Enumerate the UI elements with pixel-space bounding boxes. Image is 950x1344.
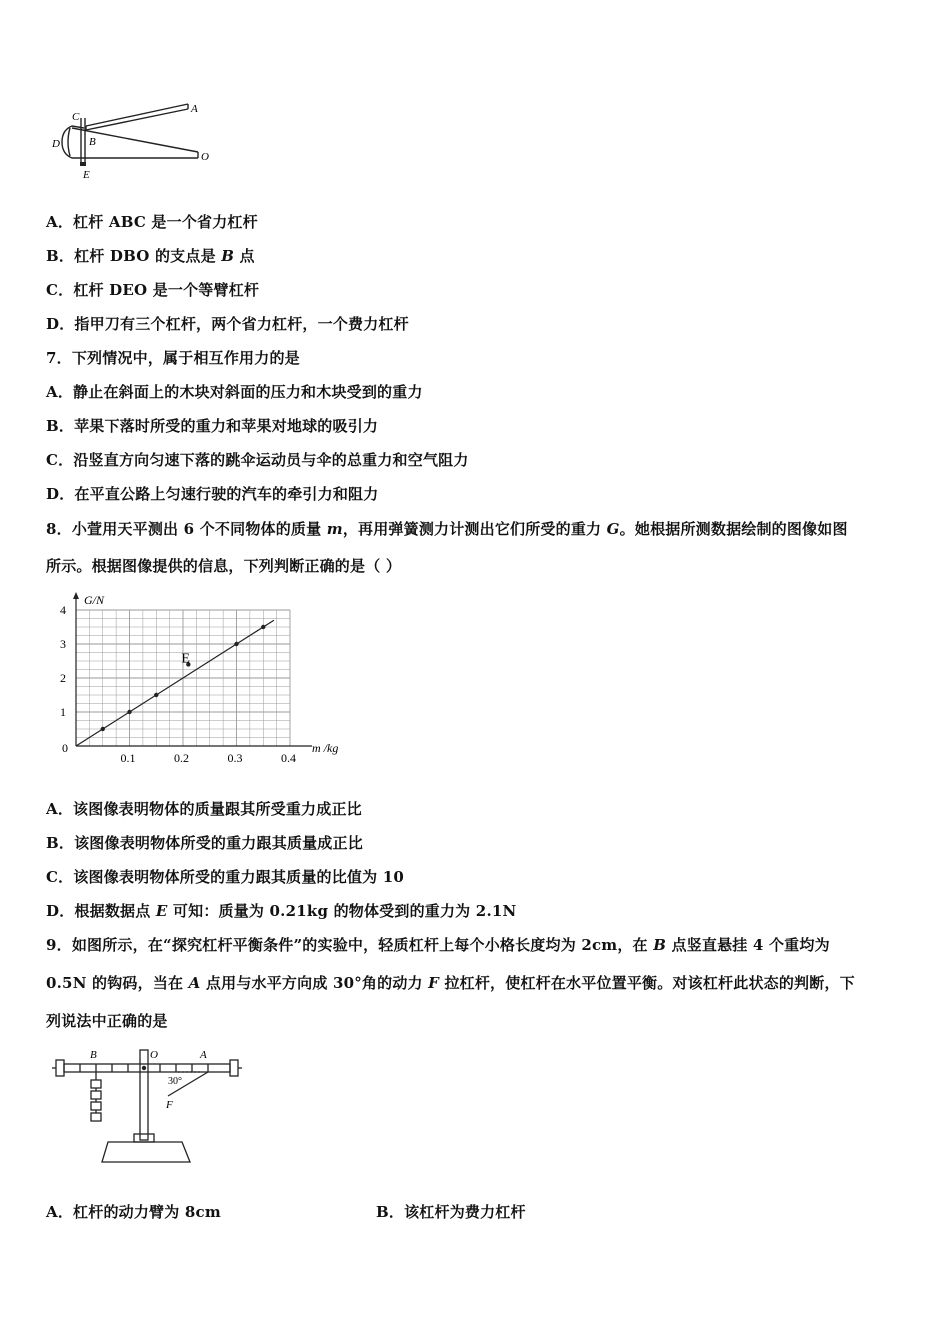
chart-series (76, 620, 274, 746)
q7-option-c (46, 449, 469, 470)
lever-figure (50, 1044, 246, 1166)
g-m-chart-svg (50, 588, 370, 766)
data-point (261, 625, 265, 629)
stem-text: ，再用弹簧测力计测出它们所受的重力 (342, 520, 607, 538)
stem-text: 点用与水平方向成 30°角的动力 (200, 974, 429, 992)
lever-label-o: O (150, 1049, 158, 1061)
option-letter: B． (46, 417, 75, 435)
q9-stem-line3: 列说法中正确的是 (46, 1012, 168, 1030)
y-tick-label: 2 (60, 671, 66, 685)
option-text: 该图像表明物体所受的重力跟其质量的比值为 10 (73, 868, 405, 886)
nail-clipper-figure (48, 98, 218, 184)
q7-option-d (46, 483, 378, 504)
x-tick-label: 0.1 (120, 751, 136, 765)
y-axis-arrow (73, 592, 79, 599)
fit-line (76, 620, 274, 746)
option-letter: D． (46, 902, 75, 920)
stem-var-g: G (606, 520, 620, 538)
option-letter: D． (46, 315, 75, 333)
q6-option-c (46, 279, 259, 300)
option-text: 在平直公路上匀速行驶的汽车的牵引力和阻力 (74, 485, 379, 503)
q9-option-a (46, 1201, 221, 1222)
option-text-post: 可知：质量为 0.21kg 的物体受到的重力为 2.1N (167, 902, 517, 920)
data-point (127, 710, 131, 714)
option-letter: C． (46, 281, 74, 299)
label-o: O (201, 151, 209, 163)
lever-label-a: A (200, 1049, 207, 1061)
q6-option-b (46, 245, 255, 266)
label-d: D (52, 138, 60, 150)
option-text: 杠杆 ABC 是一个省力杠杆 (73, 213, 258, 231)
stem-text: 0.5N 的钩码，当在 (46, 974, 189, 992)
stem-text: 9．如图所示，在“探究杠杆平衡条件”的实验中，轻质杠杆上每个小格长度均为 2cm，在 (46, 936, 654, 954)
lever-label-angle: 30° (168, 1076, 182, 1087)
option-text: 苹果下落时所受的重力和苹果对地球的吸引力 (74, 417, 379, 435)
q6-option-d (46, 313, 409, 334)
label-a: A (191, 103, 198, 115)
data-point (234, 642, 238, 646)
option-text-post: 点 (234, 247, 255, 265)
option-text: 该杠杆为费力杠杆 (404, 1203, 526, 1221)
q9-stem-line2 (46, 972, 855, 993)
q6-option-a (46, 211, 258, 232)
option-text: 静止在斜面上的木块对斜面的压力和木块受到的重力 (73, 383, 423, 401)
option-letter: A． (46, 383, 74, 401)
nail-clipper-diagram (48, 98, 218, 184)
data-point (154, 693, 158, 697)
option-text: 杠杆 DBO 的支点是 (74, 247, 222, 265)
lever-label-b: B (90, 1049, 97, 1061)
option-letter: C． (46, 868, 74, 886)
option-text: 沿竖直方向匀速下落的跳伞运动员与伞的总重力和空气阻力 (73, 451, 469, 469)
label-c: C (72, 111, 80, 123)
option-letter: A． (46, 1203, 74, 1221)
x-tick-label: 0.3 (227, 751, 243, 765)
option-var: B (221, 247, 235, 265)
option-letter: C． (46, 451, 74, 469)
stem-var-f: F (428, 974, 440, 992)
option-letter: D． (46, 485, 75, 503)
stem-var-a: A (188, 974, 201, 992)
data-point (101, 727, 105, 731)
q8-option-b (46, 832, 363, 853)
option-text: 指甲刀有三个杠杆，两个省力杠杆，一个费力杠杆 (74, 315, 409, 333)
q7-stem: 7．下列情况中，属于相互作用力的是 (46, 349, 300, 367)
q8-option-c (46, 866, 404, 887)
point-e-label: E (181, 651, 190, 667)
option-letter: A． (46, 213, 74, 231)
q9-stem-line1 (46, 934, 830, 955)
option-letter: B． (46, 247, 75, 265)
q7-option-b (46, 415, 378, 436)
q8-option-d (46, 900, 516, 921)
option-letter: B． (376, 1203, 405, 1221)
x-tick-label: 0.2 (174, 751, 189, 765)
g-m-chart (50, 588, 370, 766)
x-axis-label: m /kg (312, 741, 339, 755)
option-text: 杠杆 DEO 是一个等臂杠杆 (73, 281, 260, 299)
q8-option-a (46, 798, 362, 819)
option-letter: A． (46, 800, 74, 818)
q9-option-b (376, 1201, 526, 1222)
chart-ticks (60, 603, 296, 765)
option-text: 该图像表明物体所受的重力跟其质量成正比 (74, 834, 363, 852)
stem-text: 8．小萱用天平测出 6 个不同物体的质量 (46, 520, 327, 538)
stem-text: 点竖直悬挂 4 个重均为 (666, 936, 830, 954)
stem-var-m: m (326, 520, 343, 538)
stem-text: 。她根据所测数据绘制的图像如图 (619, 520, 848, 538)
y-tick-label: 1 (60, 705, 66, 719)
y-tick-label: 3 (60, 637, 66, 651)
option-text: 杠杆的动力臂为 8cm (73, 1203, 221, 1221)
lever-label-f: F (166, 1099, 173, 1111)
option-letter: B． (46, 834, 75, 852)
label-b: B (89, 136, 96, 148)
lever-diagram (50, 1044, 246, 1166)
y-axis-label: G/N (84, 593, 105, 607)
q7-option-a (46, 381, 423, 402)
stem-var-b: B (653, 936, 667, 954)
option-text: 根据数据点 (74, 902, 156, 920)
y-tick-label: 4 (60, 603, 66, 617)
chart-axes (73, 592, 312, 746)
option-var: E (155, 902, 168, 920)
stem-text: 拉杠杆，使杠杆在水平位置平衡。对该杠杆此状态的判断，下 (439, 974, 855, 992)
origin-label: 0 (62, 741, 68, 755)
label-e: E (83, 169, 90, 181)
q8-stem-line2: 所示。根据图像提供的信息，下列判断正确的是（ ） (46, 557, 402, 575)
option-text: 该图像表明物体的质量跟其所受重力成正比 (73, 800, 362, 818)
x-tick-label: 0.4 (281, 751, 296, 765)
q8-stem-line1 (46, 518, 848, 539)
